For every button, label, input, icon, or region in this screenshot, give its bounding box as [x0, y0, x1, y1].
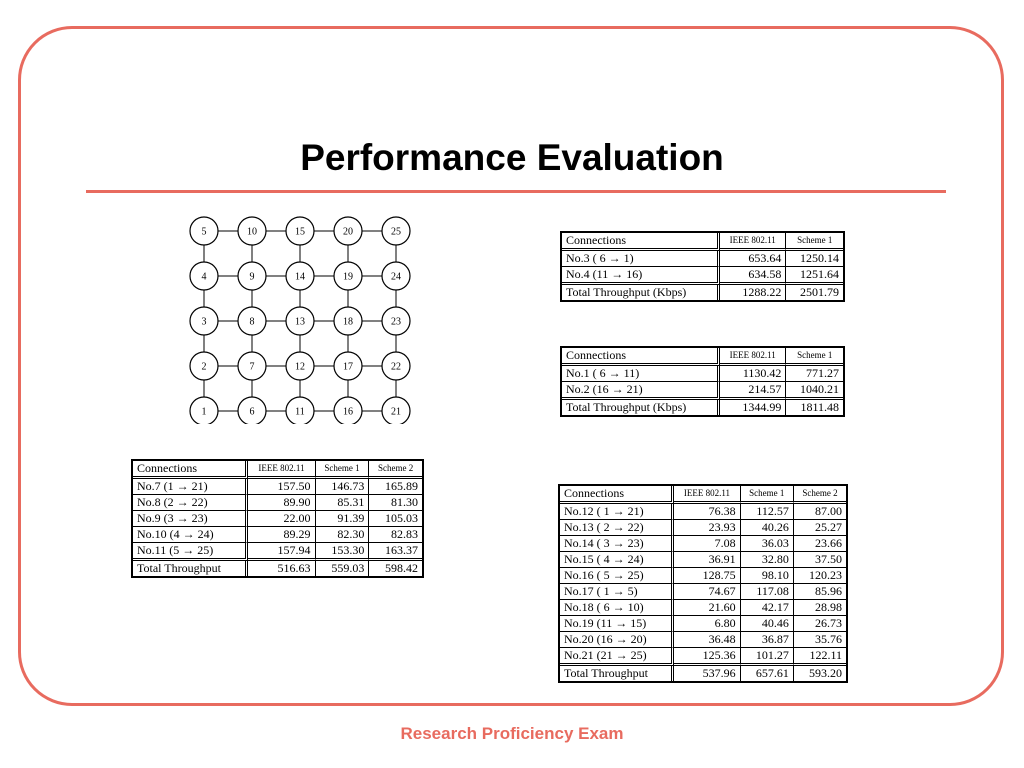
- table-row: [562, 267, 843, 285]
- grid-node-label: 1: [201, 406, 207, 418]
- table-row: [133, 511, 422, 527]
- throughput-table-4: [558, 484, 848, 683]
- table-cell: 37.50: [794, 552, 846, 568]
- table-cell: 42.17: [741, 600, 794, 616]
- table-cell: No.18 ( 6 → 10): [560, 600, 674, 616]
- column-header: Connections: [560, 486, 674, 504]
- table-row: [133, 543, 422, 561]
- table-cell: No.19 (11 → 15): [560, 616, 674, 632]
- table-cell: 593.20: [809, 666, 842, 680]
- table-cell: 516.63: [248, 561, 315, 576]
- table-cell: 22.00: [248, 511, 315, 527]
- table-cell: 23.66: [794, 536, 846, 552]
- table-cell: No.2 (16 → 21): [562, 382, 720, 400]
- grid-node-label: 2: [201, 361, 207, 373]
- table-cell: 36.48: [674, 632, 740, 648]
- title-divider: [86, 190, 946, 193]
- grid-node-label: 12: [295, 361, 305, 373]
- table-cell: 112.57: [741, 504, 794, 520]
- table-row: [562, 251, 843, 267]
- table-cell: No.16 ( 5 → 25): [560, 568, 674, 584]
- grid-node-label: 23: [391, 316, 401, 328]
- table-cell: No.17 ( 1 → 5): [560, 584, 674, 600]
- table-cell: 1344.99: [720, 400, 786, 415]
- table-cell: No.3 ( 6 → 1): [562, 251, 720, 267]
- table-cell: 146.73: [316, 479, 370, 495]
- table-cell: 157.50: [248, 479, 315, 495]
- table-cell: 101.27: [741, 648, 794, 666]
- column-header: Connections: [133, 461, 248, 479]
- table-cell: 87.00: [794, 504, 846, 520]
- table-cell: No.9 (3 → 23): [133, 511, 248, 527]
- column-header: Scheme 2: [369, 461, 422, 479]
- table-cell: No.4 (11 → 16): [562, 267, 720, 285]
- grid-node-label: 8: [249, 316, 255, 328]
- table-cell: 81.30: [369, 495, 422, 511]
- table-cell: 214.57: [720, 382, 786, 400]
- table-cell: 36.91: [674, 552, 740, 568]
- table-cell: 128.75: [674, 568, 740, 584]
- table-cell: 653.64: [720, 251, 786, 267]
- table-cell: 21.60: [674, 600, 740, 616]
- table-cell: Total Throughput: [560, 666, 674, 681]
- column-header: Scheme 2: [794, 486, 846, 504]
- table-cell: 36.03: [741, 536, 794, 552]
- grid-topology-diagram: [180, 212, 422, 424]
- grid-node-label: 9: [249, 271, 255, 283]
- grid-node-label: 6: [249, 406, 255, 418]
- table-row: [133, 527, 422, 543]
- table-cell: 85.96: [794, 584, 846, 600]
- table-row: [560, 504, 846, 520]
- table-cell: 165.89: [369, 479, 422, 495]
- grid-node-label: 10: [247, 226, 257, 238]
- slide-frame: [18, 26, 1004, 706]
- table-row: [133, 479, 422, 495]
- column-header: Scheme 1: [741, 486, 794, 504]
- table-cell: 7.08: [674, 536, 740, 552]
- table-cell: 35.76: [794, 632, 846, 648]
- grid-node-label: 21: [391, 406, 401, 418]
- table-header-row: [560, 486, 846, 504]
- table-cell: No.13 ( 2 → 22): [560, 520, 674, 536]
- grid-node-label: 17: [343, 361, 353, 373]
- column-header: Scheme 1: [786, 348, 843, 366]
- table-row: [562, 366, 843, 382]
- grid-node-label: 4: [201, 271, 207, 283]
- table-cell: Total Throughput (Kbps): [562, 285, 720, 300]
- table-cell: 771.27: [786, 366, 843, 382]
- slide-footer: Research Proficiency Exam: [400, 724, 624, 743]
- table-cell: 122.11: [794, 648, 846, 666]
- grid-node-label: 14: [295, 271, 305, 283]
- slide-title: Performance Evaluation: [300, 137, 724, 178]
- table-cell: 657.61: [741, 666, 794, 681]
- grid-node-label: 24: [391, 271, 401, 283]
- table-cell: 28.98: [794, 600, 846, 616]
- table-total-row: [560, 666, 846, 681]
- table-total-row: [562, 400, 843, 415]
- table-total-row: [562, 285, 843, 300]
- table-cell: 634.58: [720, 267, 786, 285]
- throughput-table-1: [560, 231, 845, 302]
- grid-node-label: 18: [343, 316, 353, 328]
- table-row: [560, 536, 846, 552]
- column-header: IEEE 802.11: [720, 348, 786, 366]
- table-cell: Total Throughput: [133, 561, 248, 576]
- table-cell: 163.37: [369, 543, 422, 561]
- table-cell: No.15 ( 4 → 24): [560, 552, 674, 568]
- table-cell: No.10 (4 → 24): [133, 527, 248, 543]
- table-row: [560, 648, 846, 666]
- table-cell: No.12 ( 1 → 21): [560, 504, 674, 520]
- table-row: [560, 568, 846, 584]
- grid-node-label: 5: [201, 226, 207, 238]
- table-cell: 598.42: [385, 561, 418, 575]
- table-cell: 89.90: [248, 495, 315, 511]
- grid-node-label: 3: [201, 316, 207, 328]
- table-cell: 89.29: [248, 527, 315, 543]
- table-cell: No.21 (21 → 25): [560, 648, 674, 666]
- column-header: Scheme 1: [786, 233, 843, 251]
- table-header-row: [133, 461, 422, 479]
- grid-node-label: 25: [391, 226, 401, 238]
- table-cell: Total Throughput (Kbps): [562, 400, 720, 415]
- table-cell: 105.03: [369, 511, 422, 527]
- table-cell: 40.26: [741, 520, 794, 536]
- grid-node-label: 22: [391, 361, 401, 373]
- column-header: IEEE 802.11: [674, 486, 740, 504]
- column-header: Connections: [562, 233, 720, 251]
- grid-node-label: 19: [343, 271, 353, 283]
- table-cell: 1130.42: [720, 366, 786, 382]
- table-cell: 91.39: [316, 511, 370, 527]
- table-cell: 6.80: [674, 616, 740, 632]
- table-cell: 23.93: [674, 520, 740, 536]
- throughput-table-2: [560, 346, 845, 417]
- table-cell: No.11 (5 → 25): [133, 543, 248, 561]
- table-cell: 32.80: [741, 552, 794, 568]
- table-cell: 82.30: [316, 527, 370, 543]
- table-cell: 559.03: [316, 561, 370, 576]
- table-cell: No.20 (16 → 20): [560, 632, 674, 648]
- table-cell: 26.73: [794, 616, 846, 632]
- table-cell: 125.36: [674, 648, 740, 666]
- table-cell: 36.87: [741, 632, 794, 648]
- table-cell: No.1 ( 6 → 11): [562, 366, 720, 382]
- table-cell: 82.83: [369, 527, 422, 543]
- table-cell: 25.27: [794, 520, 846, 536]
- grid-node-label: 20: [343, 226, 353, 238]
- table-cell: 537.96: [674, 666, 740, 681]
- table-cell: 76.38: [674, 504, 740, 520]
- table-cell: 117.08: [741, 584, 794, 600]
- table-row: [560, 600, 846, 616]
- table-cell: 1288.22: [720, 285, 786, 300]
- table-row: [560, 584, 846, 600]
- table-header-row: [562, 348, 843, 366]
- grid-node-label: 16: [343, 406, 353, 418]
- throughput-table-3: [131, 459, 424, 578]
- grid-node-label: 7: [249, 361, 255, 373]
- table-row: [560, 552, 846, 568]
- table-row: [133, 495, 422, 511]
- table-cell: 1040.21: [786, 382, 843, 400]
- table-cell: 157.94: [248, 543, 315, 561]
- table-cell: No.14 ( 3 → 23): [560, 536, 674, 552]
- column-header: Connections: [562, 348, 720, 366]
- table-total-row: [133, 561, 422, 576]
- column-header: IEEE 802.11: [248, 461, 315, 479]
- table-header-row: [562, 233, 843, 251]
- table-cell: No.7 (1 → 21): [133, 479, 248, 495]
- column-header: Scheme 1: [316, 461, 370, 479]
- table-cell: 74.67: [674, 584, 740, 600]
- grid-node-label: 11: [295, 406, 305, 418]
- table-cell: No.8 (2 → 22): [133, 495, 248, 511]
- table-row: [562, 382, 843, 400]
- table-cell: 120.23: [794, 568, 846, 584]
- table-cell: 1250.14: [786, 251, 843, 267]
- table-row: [560, 520, 846, 536]
- table-cell: 153.30: [316, 543, 370, 561]
- table-row: [560, 632, 846, 648]
- table-cell: 2501.79: [800, 285, 839, 299]
- table-cell: 85.31: [316, 495, 370, 511]
- table-cell: 40.46: [741, 616, 794, 632]
- grid-node-label: 15: [295, 226, 305, 238]
- table-row: [560, 616, 846, 632]
- grid-node-label: 13: [295, 316, 305, 328]
- column-header: IEEE 802.11: [720, 233, 786, 251]
- table-cell: 98.10: [741, 568, 794, 584]
- table-cell: 1251.64: [786, 267, 843, 285]
- table-cell: 1811.48: [800, 400, 839, 414]
